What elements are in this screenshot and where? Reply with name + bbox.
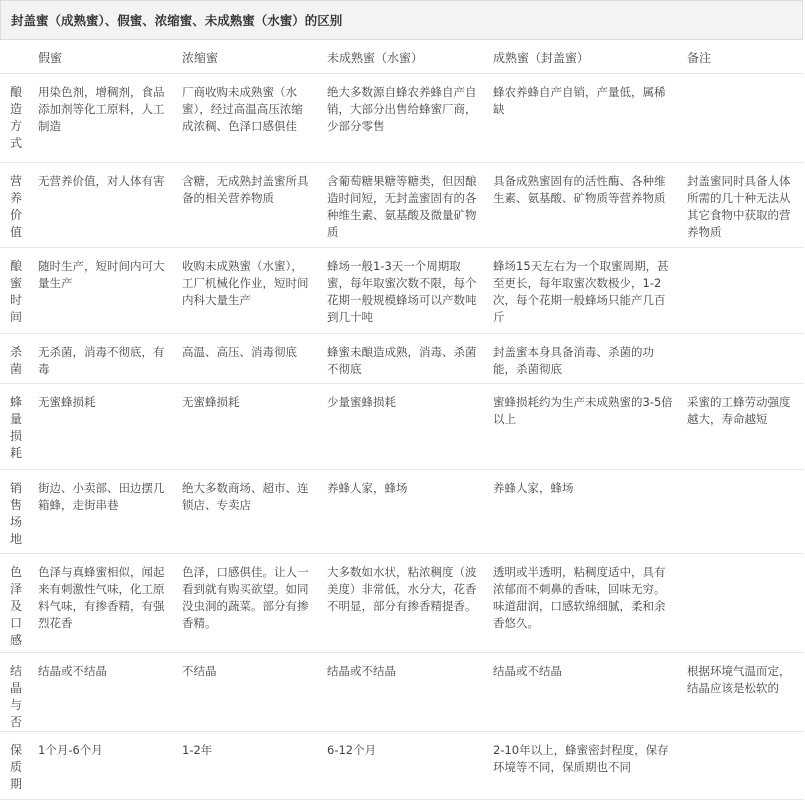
table-cell (679, 553, 803, 652)
table-cell: 不结晶 (174, 652, 319, 731)
row-label-nutrition-value (0, 162, 30, 247)
table-cell: 用染色剂，增稠剂，食品添加剂等化工原料，人工制造 (30, 73, 174, 162)
table-cell: 蜂场一般1-3天一个周期取蜜，每年取蜜次数不限，每个花期一般规模蜂场可以产数吨到几十吨 (319, 247, 485, 333)
header-row (0, 40, 803, 73)
table-cell (679, 469, 803, 553)
table-cell: 1-2年 (174, 731, 319, 799)
table-row-sterilization (0, 333, 803, 383)
row-label-text: 蜂量损耗 (10, 394, 23, 460)
table-cell: 蜂场15天左右为一个取蜜周期，甚至更长，每年取蜜次数极少，1-2次，每个花期一般蜂场只能产几百斤 (485, 247, 679, 333)
table-cell: 2-10年以上，蜂蜜密封程度，保存环境等不同，保质期也不同 (485, 731, 679, 799)
table-cell: 色泽，口感俱佳。让人一看到就有购买欲望。如同没虫洞的蔬菜。部分有掺香精。 (174, 553, 319, 652)
table-cell: 封盖蜜同时具备人体所需的几十种无法从其它食物中获取的营养物质 (679, 162, 803, 247)
row-label-text: 结晶与否 (10, 663, 23, 729)
header-cell-mature-honey: 成熟蜜（封盖蜜） (485, 40, 679, 73)
table-cell: 透明或半透明，粘稠度适中，具有浓郁而不刺鼻的香味，回味无穷。味道甜润，口感软绵细腻，柔和余香悠久。 (485, 553, 679, 652)
row-label-text: 营养价值 (10, 173, 23, 239)
row-label-text: 酿蜜时间 (10, 258, 23, 324)
row-label-text: 色泽及口感 (10, 564, 23, 647)
table-row-nutrition-value (0, 162, 803, 247)
table-cell (679, 731, 803, 799)
row-label-crystallization (0, 652, 30, 731)
table-cell: 蜜蜂损耗约为生产未成熟蜜的3-5倍以上 (485, 383, 679, 469)
table-cell: 结晶或不结晶 (485, 652, 679, 731)
row-label-text: 杀菌 (10, 344, 23, 376)
comparison-table (0, 40, 803, 800)
table-cell: 养蜂人家，蜂场 (485, 469, 679, 553)
header-cell-immature-honey: 未成熟蜜（水蜜） (319, 40, 485, 73)
table-cell: 无蜜蜂损耗 (174, 383, 319, 469)
table-cell: 高温、高压、消毒彻底 (174, 333, 319, 383)
table-cell: 含糖，无成熟封盖蜜所具备的相关营养物质 (174, 162, 319, 247)
row-label-brewing-method (0, 73, 30, 162)
table-cell: 结晶或不结晶 (319, 652, 485, 731)
header-cell-fake-honey: 假蜜 (30, 40, 174, 73)
table-row-shelf-life (0, 731, 803, 799)
row-label-sales-venue (0, 469, 30, 553)
table-cell: 色泽与真蜂蜜相似，闻起来有刺激性气味，化工原料气味，有掺香精，有强烈花香 (30, 553, 174, 652)
table-cell (679, 333, 803, 383)
table-title: 封盖蜜（成熟蜜）、假蜜、浓缩蜜、未成熟蜜（水蜜）的区别 (0, 0, 803, 40)
table-row-brewing-time (0, 247, 803, 333)
row-label-brewing-time (0, 247, 30, 333)
row-label-text: 保质期 (10, 742, 23, 791)
table-row-brewing-method (0, 73, 803, 162)
table-cell: 无蜜蜂损耗 (30, 383, 174, 469)
table-cell: 大多数如水状，粘浓稠度（波美度）非常低，水分大，花香不明显，部分有掺香精提香。 (319, 553, 485, 652)
row-label-text: 酿造方式 (10, 84, 23, 150)
table-cell: 无杀菌，消毒不彻底，有毒 (30, 333, 174, 383)
table-row-bee-loss (0, 383, 803, 469)
table-cell: 蜂蜜未酿造成熟，消毒、杀菌不彻底 (319, 333, 485, 383)
header-cell-blank (0, 40, 30, 73)
row-label-bee-loss (0, 383, 30, 469)
table-cell: 养蜂人家，蜂场 (319, 469, 485, 553)
table-cell: 结晶或不结晶 (30, 652, 174, 731)
table-cell: 1个月-6个月 (30, 731, 174, 799)
table-cell (679, 247, 803, 333)
header-cell-notes: 备注 (679, 40, 803, 73)
row-label-sterilization (0, 333, 30, 383)
table-cell: 厂商收购未成熟蜜（水蜜），经过高温高压浓缩成浓稠、色泽口感俱佳 (174, 73, 319, 162)
table-cell: 随时生产，短时间内可大量生产 (30, 247, 174, 333)
table-cell: 含葡萄糖果糖等糖类，但因酿造时间短，无封盖蜜固有的各种维生素、氨基酸及微量矿物质 (319, 162, 485, 247)
row-label-color-taste (0, 553, 30, 652)
row-label-text: 销售场地 (10, 480, 23, 546)
table-cell: 无营养价值，对人体有害 (30, 162, 174, 247)
table-cell (679, 73, 803, 162)
table-cell: 根据环境气温而定，结晶应该是松软的 (679, 652, 803, 731)
table-row-color-taste (0, 553, 803, 652)
header-cell-concentrated-honey: 浓缩蜜 (174, 40, 319, 73)
table-cell: 绝大多数源自蜂农养蜂自产自销，大部分出售给蜂蜜厂商，少部分零售 (319, 73, 485, 162)
table-cell: 街边、小卖部、田边摆几箱蜂，走街串巷 (30, 469, 174, 553)
table-cell: 收购未成熟蜜（水蜜），工厂机械化作业，短时间内科大量生产 (174, 247, 319, 333)
table-cell: 具备成熟蜜固有的活性酶、各种维生素、氨基酸、矿物质等营养物质 (485, 162, 679, 247)
table-cell: 采蜜的工蜂劳动强度越大，寿命越短 (679, 383, 803, 469)
table-cell: 封盖蜜本身具备消毒、杀菌的功能，杀菌彻底 (485, 333, 679, 383)
table-cell: 蜂农养蜂自产自销，产量低，属稀缺 (485, 73, 679, 162)
table-cell: 少量蜜蜂损耗 (319, 383, 485, 469)
table-row-sales-venue (0, 469, 803, 553)
row-label-shelf-life (0, 731, 30, 799)
table-row-crystallization (0, 652, 803, 731)
table-cell: 6-12个月 (319, 731, 485, 799)
table-cell: 绝大多数商场、超市、连锁店、专卖店 (174, 469, 319, 553)
